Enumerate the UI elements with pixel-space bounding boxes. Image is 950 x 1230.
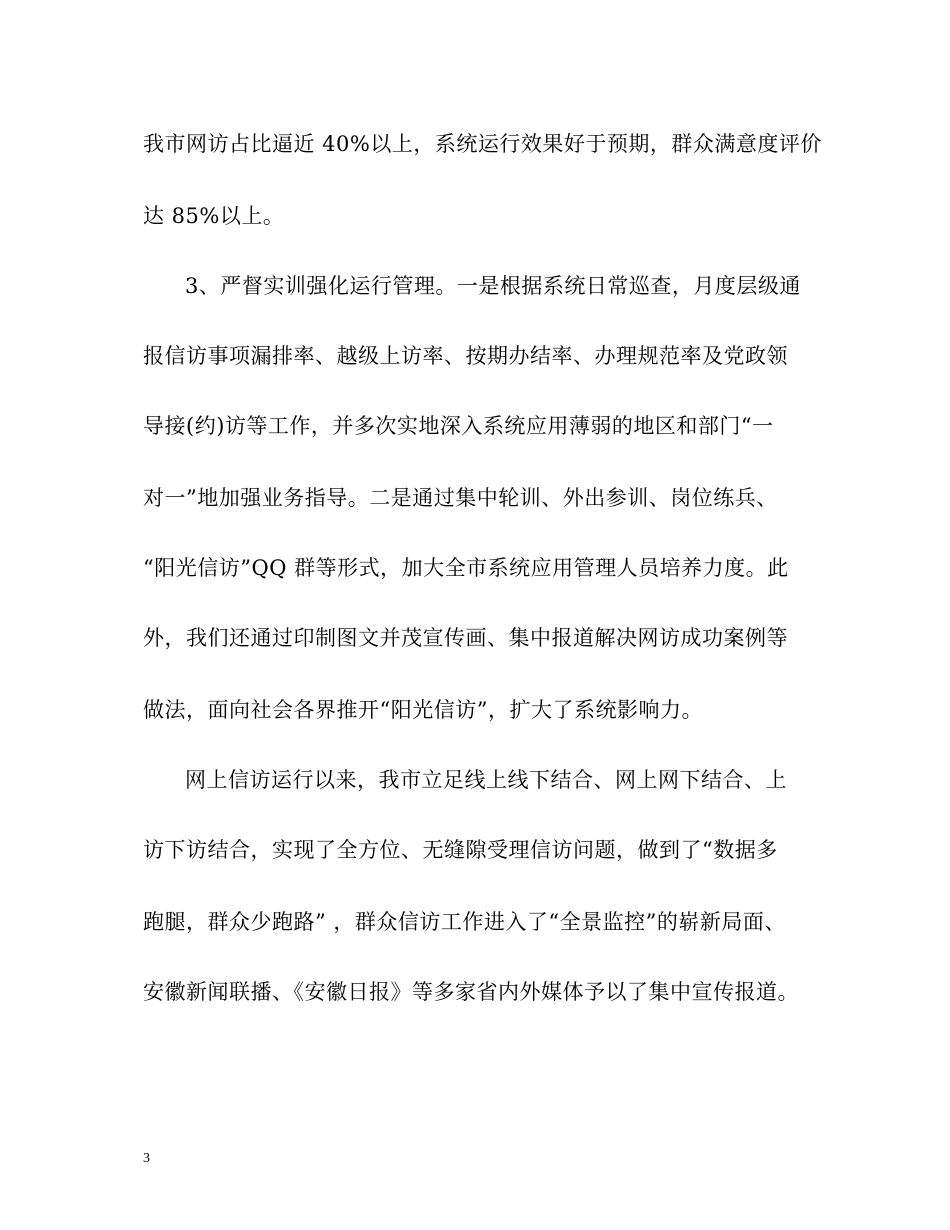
text-line-4: 报信访事项漏排率、越级上访率、按期办结率、办理规范率及党政领: [143, 344, 788, 368]
text-line-13: 安徽新闻联播、《安徽日报》等多家省内外媒体予以了集中宣传报道。: [143, 980, 799, 1004]
text-line-2: 达 85%以上。: [143, 204, 285, 228]
text-line-7: “阳光信访”QQ 群等形式，加大全市系统应用管理人员培养力度。此: [143, 556, 789, 580]
text-line-1: 我市网访占比逼近 40%以上，系统运行效果好于预期，群众满意度评价: [143, 132, 822, 156]
text-line-5: 导接(约)访等工作，并多次实地深入系统应用薄弱的地区和部门“一: [143, 414, 774, 438]
text-line-3: 3、严督实训强化运行管理。一是根据系统日常巡查，月度层级通: [185, 274, 801, 298]
text-line-8: 外，我们还通过印制图文并茂宣传画、集中报道解决网访成功案例等: [143, 626, 788, 650]
page-number: 3: [143, 1151, 150, 1166]
text-line-10: 网上信访运行以来，我市立足线上线下结合、网上网下结合、上: [185, 768, 787, 792]
text-line-6: 对一”地加强业务指导。二是通过集中轮训、外出参训、岗位练兵、: [143, 486, 778, 510]
text-line-9: 做法，面向社会各界推开“阳光信访”，扩大了系统影响力。: [143, 698, 703, 722]
text-line-12: 跑腿，群众少跑路” ，群众信访工作进入了“全景监控”的崭新局面、: [143, 910, 786, 934]
text-line-11: 访下访结合，实现了全方位、无缝隙受理信访问题，做到了“数据多: [143, 838, 778, 862]
